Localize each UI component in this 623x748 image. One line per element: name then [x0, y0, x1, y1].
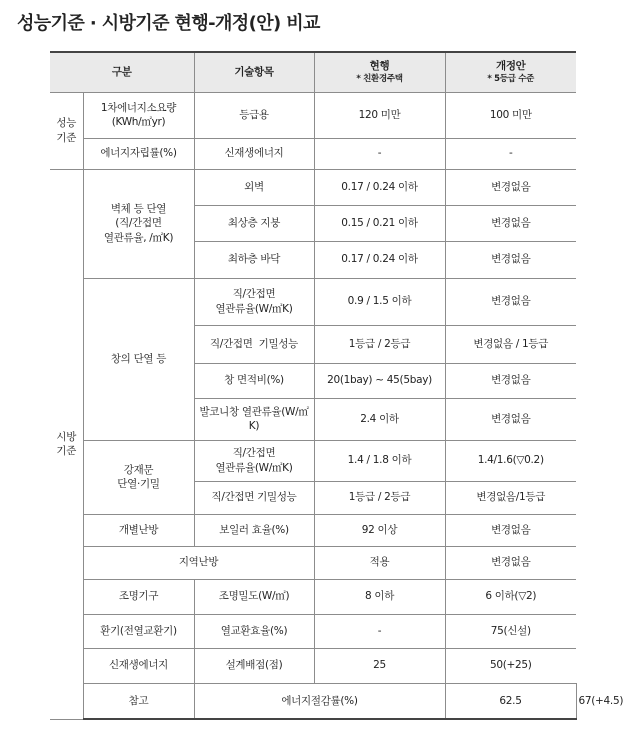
row-current: 0.15 / 0.21 이하	[314, 205, 445, 241]
row-revised: 100 미만	[445, 92, 576, 138]
row-item: 조명밀도(W/㎡)	[194, 579, 314, 614]
row-subcategory: 조명기구	[83, 579, 194, 614]
row-subcategory: 지역난방	[83, 546, 314, 579]
row-subcategory: 에너지절감률(%)	[194, 683, 445, 719]
row-revised: 1.4/1.6(▽0.2)	[445, 440, 576, 481]
row-current: 1등급 / 2등급	[314, 481, 445, 514]
row-revised: -	[445, 138, 576, 169]
row-item: 직/간접면 기밀성능	[194, 481, 314, 514]
table-row	[50, 440, 576, 481]
row-revised: 변경없음 / 1등급	[445, 325, 576, 363]
row-subcategory: 1차에너지소요량 (KWh/㎡yr)	[83, 92, 194, 138]
row-current: 62.5	[445, 683, 576, 719]
row-revised: 변경없음	[445, 398, 576, 440]
row-revised: 6 이하(▽2)	[445, 579, 576, 614]
row-revised: 변경없음	[445, 363, 576, 398]
header-category: 구분	[50, 52, 194, 92]
header-current-label: 현행	[369, 60, 390, 73]
row-revised: 50(+25)	[445, 648, 576, 683]
row-subcategory: 창의 단열 등	[83, 278, 194, 440]
row-item: 최하층 바닥	[194, 241, 314, 278]
row-subcategory: 환기(전열교환기)	[83, 614, 194, 648]
row-current: 1.4 / 1.8 이하	[314, 440, 445, 481]
row-item: 발코니창 열관류율(W/㎡K)	[194, 398, 314, 440]
row-current: 적용	[314, 546, 445, 579]
header-revised-label: 개정안	[495, 60, 526, 73]
header-current-sub: * 친환경주택	[356, 73, 403, 84]
page-title: 성능기준 · 시방기준 현행-개정(안) 비교	[17, 13, 320, 34]
row-current: 2.4 이하	[314, 398, 445, 440]
row-revised: 변경없음	[445, 241, 576, 278]
table-row	[50, 278, 576, 325]
row-current: 0.17 / 0.24 이하	[314, 169, 445, 205]
row-current: 0.9 / 1.5 이하	[314, 278, 445, 325]
table-row	[50, 514, 576, 546]
row-item: 창 면적비(%)	[194, 363, 314, 398]
row-item: 보일러 효율(%)	[194, 514, 314, 546]
row-current: -	[314, 614, 445, 648]
table-row	[50, 614, 576, 648]
row-item: 설계배점(점)	[194, 648, 314, 683]
row-item: 직/간접면 열관류율(W/㎡K)	[194, 278, 314, 325]
row-subcategory: 신재생에너지	[83, 648, 194, 683]
table-header-row	[50, 52, 576, 92]
row-current: 120 미만	[314, 92, 445, 138]
header-tech: 기술항목	[194, 52, 314, 92]
table-row	[50, 92, 576, 138]
group-reference: 참고	[83, 683, 194, 719]
table-row	[50, 138, 576, 169]
row-item: 신재생에너지	[194, 138, 314, 169]
row-revised: 변경없음/1등급	[445, 481, 576, 514]
row-subcategory: 강재문 단열·기밀	[83, 440, 194, 514]
row-current: 1등급 / 2등급	[314, 325, 445, 363]
row-revised: 변경없음	[445, 514, 576, 546]
header-current	[314, 52, 445, 92]
row-current: -	[314, 138, 445, 169]
row-current: 92 이상	[314, 514, 445, 546]
row-subcategory: 벽체 등 단열 (직/간접면 열관류율, /㎡K)	[83, 169, 194, 278]
row-item: 직/간접면 기밀성능	[194, 325, 314, 363]
row-revised: 변경없음	[445, 169, 576, 205]
table-row	[50, 579, 576, 614]
row-revised: 75(신설)	[445, 614, 576, 648]
row-revised: 변경없음	[445, 278, 576, 325]
table-row: 참고 에너지절감률(%) 62.5 67(+4.5)	[50, 683, 576, 719]
row-subcategory: 개별난방	[83, 514, 194, 546]
row-item: 등급용	[194, 92, 314, 138]
row-item: 최상층 지붕	[194, 205, 314, 241]
row-item: 열교환효율(%)	[194, 614, 314, 648]
header-revised-sub: * 5등급 수준	[487, 73, 535, 84]
row-current: 0.17 / 0.24 이하	[314, 241, 445, 278]
group-spec: 시방 기준	[50, 169, 83, 719]
row-item: 외벽	[194, 169, 314, 205]
comparison-table	[50, 51, 623, 720]
row-item: 직/간접면 열관류율(W/㎡K)	[194, 440, 314, 481]
table-row	[50, 546, 576, 579]
row-subcategory: 에너지자립률(%)	[83, 138, 194, 169]
table-row	[50, 169, 576, 205]
header-revised	[445, 52, 576, 92]
table-row	[50, 648, 576, 683]
row-current: 20(1bay) ~ 45(5bay)	[314, 363, 445, 398]
group-performance: 성능 기준	[50, 92, 83, 169]
row-current: 8 이하	[314, 579, 445, 614]
row-revised: 변경없음	[445, 546, 576, 579]
row-current: 25	[314, 648, 445, 683]
row-revised: 변경없음	[445, 205, 576, 241]
